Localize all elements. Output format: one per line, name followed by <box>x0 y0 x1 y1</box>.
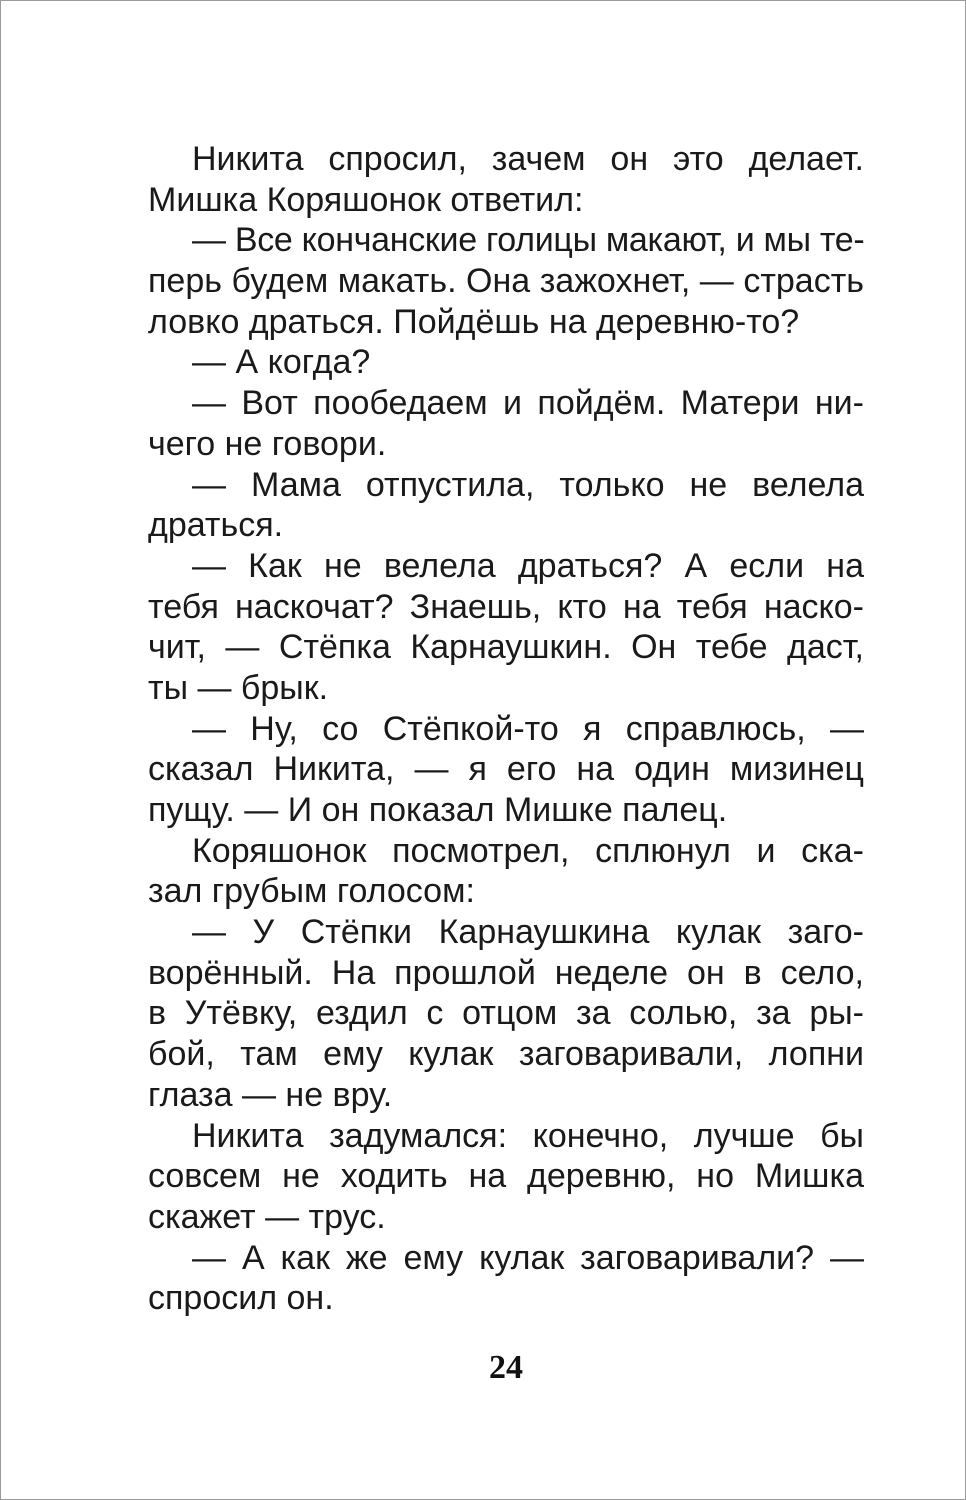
text-line: ворённый. На прошлой неделе он в село, <box>148 953 864 992</box>
text-line: драться. <box>148 506 284 545</box>
text-line: совсем не ходить на деревню, но Мишка <box>148 1157 864 1196</box>
text-line: чего не говори. <box>148 424 387 463</box>
text-line: пущу. — И он показал Мишке палец. <box>148 791 728 829</box>
text-line: ты — брык. <box>148 668 329 707</box>
text-line: чит, — Стёпка Карнаушкин. Он тебе даст, <box>148 628 864 667</box>
text-line: — Ну, со Стёпкой-то я справлюсь, — <box>192 709 864 748</box>
text-line: скажет — трус. <box>148 1197 386 1236</box>
page-text <box>148 139 864 1319</box>
page-number: 24 <box>489 1349 523 1386</box>
text-line: — А как же ему кулак заговаривали? — <box>192 1238 864 1277</box>
text-line: бой, там ему кулак заговаривали, лопни <box>148 1035 864 1074</box>
text-line: — Вот пообедаем и пойдём. Матери ни- <box>192 384 864 423</box>
text-line: спросил он. <box>148 1279 334 1318</box>
text-line: ловко драться. Пойдёшь на деревню-то? <box>148 302 800 341</box>
text-line: — Как не велела драться? А если на <box>192 546 864 585</box>
text-line: Мишка Коряшонок ответил: <box>148 180 584 219</box>
text-line: в Утёвку, ездил с отцом за солью, за ры- <box>148 994 864 1033</box>
text-line: — Все кончанские голицы макают, и мы те- <box>192 221 865 260</box>
text-line: тебя наскочат? Знаешь, кто на тебя наско- <box>148 587 864 626</box>
text-line: сказал Никита, — я его на один мизинец <box>148 750 864 789</box>
text-line: глаза — не вру. <box>148 1075 393 1114</box>
text-line: — А когда? <box>192 343 371 382</box>
text-line: Никита задумался: конечно, лучше бы <box>192 1116 864 1155</box>
text-line: — У Стёпки Карнаушкина кулак заго- <box>192 913 864 952</box>
text-line: — Мама отпустила, только не велела <box>192 465 864 504</box>
text-line: Коряшонок посмотрел, сплюнул и ска- <box>192 831 864 870</box>
text-line: перь будем макать. Она зажохнет, — страсть <box>148 262 864 301</box>
text-line: зал грубым голосом: <box>148 872 475 911</box>
text-line: Никита спросил, зачем он это делает. <box>192 140 864 178</box>
